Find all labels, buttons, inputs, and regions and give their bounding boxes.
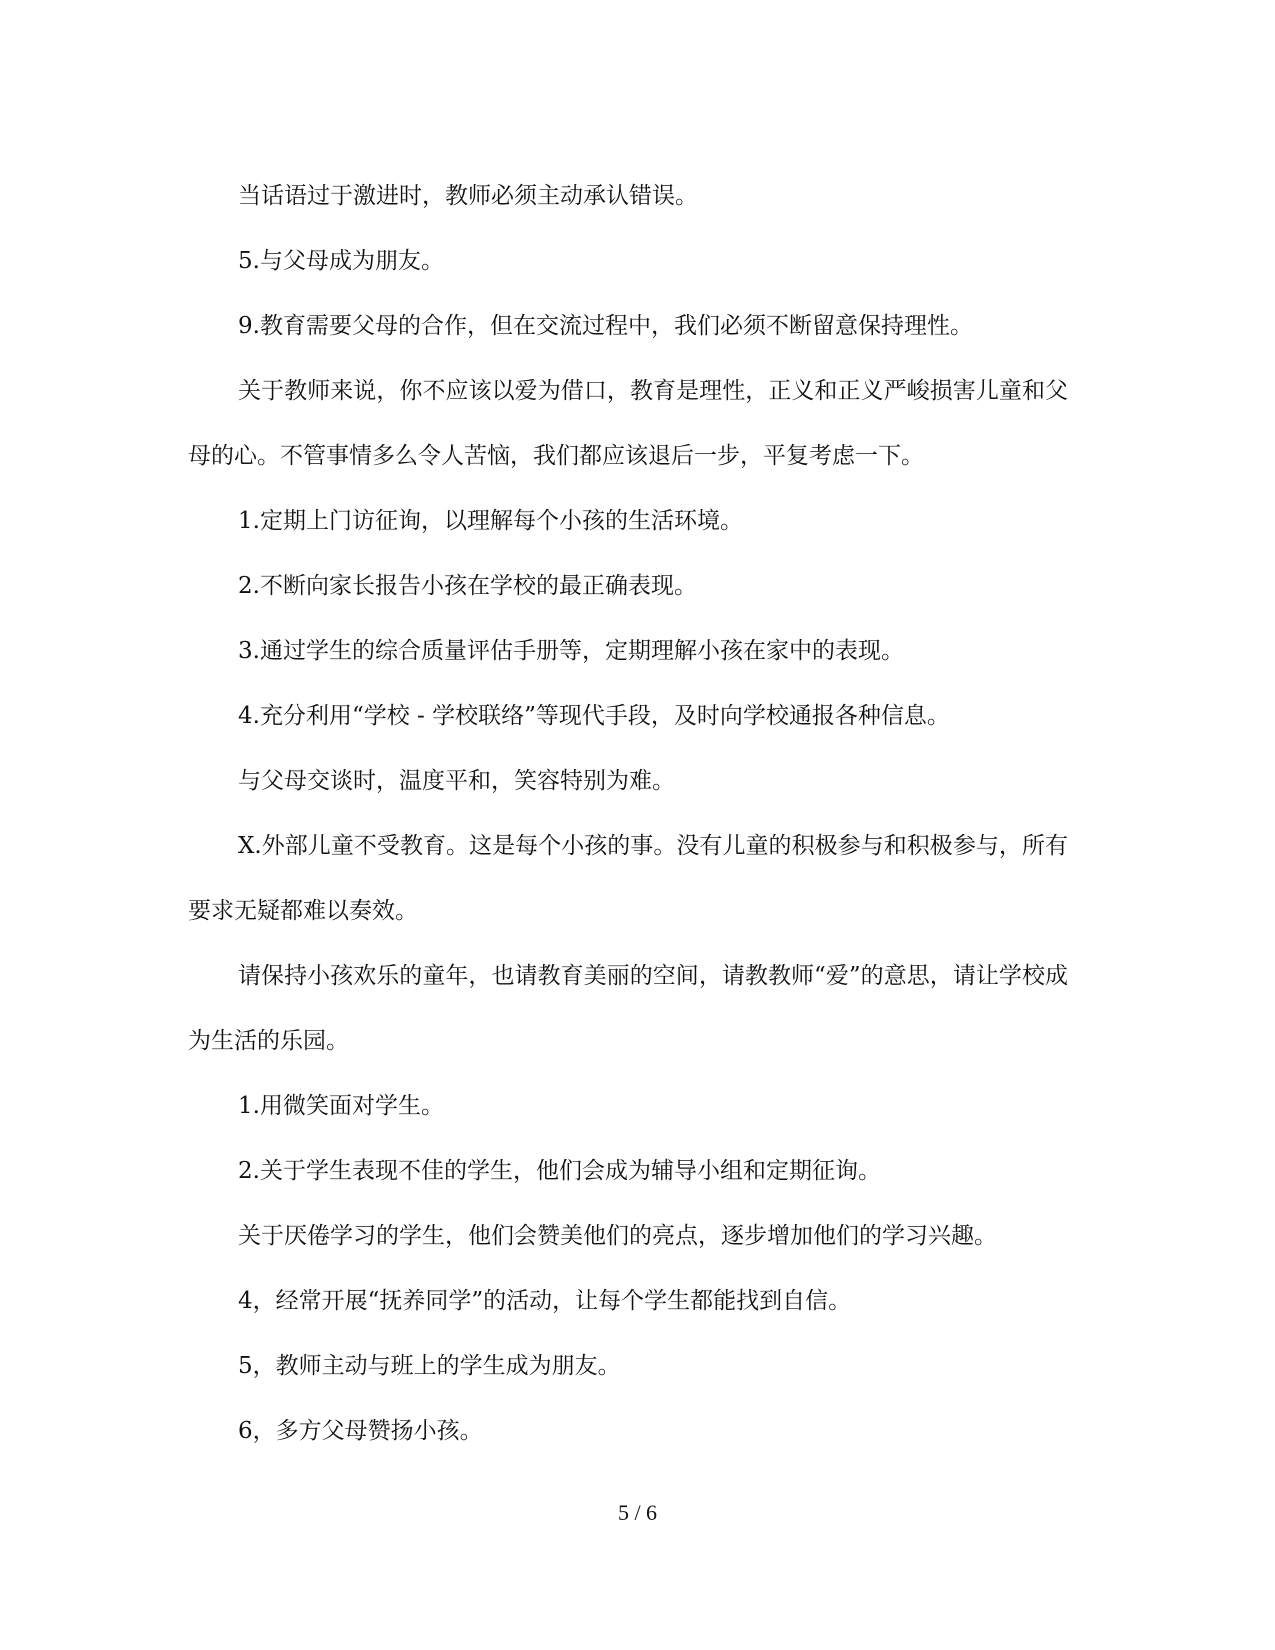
paragraph: 关于教师来说，你不应该以爱为借口，教育是理性，正义和正义严峻损害儿童和父母的心。不管事情多么令人苦恼，我们都应该退后一步，平复考虑一下。 xyxy=(188,378,1068,469)
page-number: 5 / 6 xyxy=(617,1500,658,1525)
paragraph: 2.关于学生表现不佳的学生，他们会成为辅导小组和定期征询。 xyxy=(238,1158,881,1184)
paragraph: 2.不断向家长报告小孩在学校的最正确表现。 xyxy=(238,573,697,599)
paragraph: 6，多方父母赞扬小孩。 xyxy=(238,1418,483,1444)
paragraph: 当话语过于激进时，教师必须主动承认错误。 xyxy=(238,183,698,209)
paragraph: 关于厌倦学习的学生，他们会赞美他们的亮点，逐步增加他们的学习兴趣。 xyxy=(238,1223,997,1249)
paragraph: 5.与父母成为朋友。 xyxy=(238,248,444,274)
paragraph: 4.充分利用“学校 - 学校联络”等现代手段，及时向学校通报各种信息。 xyxy=(238,703,950,729)
paragraph: 与父母交谈时，温度平和，笑容特别为难。 xyxy=(238,768,675,794)
paragraph: 3.通过学生的综合质量评估手册等，定期理解小孩在家中的表现。 xyxy=(238,638,904,664)
paragraph: 请保持小孩欢乐的童年，也请教育美丽的空间，请教教师“爱”的意思，请让学校成为生活的乐园。 xyxy=(188,963,1068,1054)
paragraph: 4，经常开展“抚养同学”的活动，让每个学生都能找到自信。 xyxy=(238,1288,852,1314)
paragraph: 1.定期上门访征询，以理解每个小孩的生活环境。 xyxy=(238,508,743,534)
paragraph: X.外部儿童不受教育。这是每个小孩的事。没有儿童的积极参与和积极参与，所有要求无疑都难以奏效。 xyxy=(188,833,1068,924)
paragraph: 5，教师主动与班上的学生成为朋友。 xyxy=(238,1353,621,1379)
paragraph: 1.用微笑面对学生。 xyxy=(238,1093,444,1119)
paragraph: 9.教育需要父母的合作，但在交流过程中，我们必须不断留意保持理性。 xyxy=(238,313,973,339)
document-body xyxy=(188,164,1068,1464)
